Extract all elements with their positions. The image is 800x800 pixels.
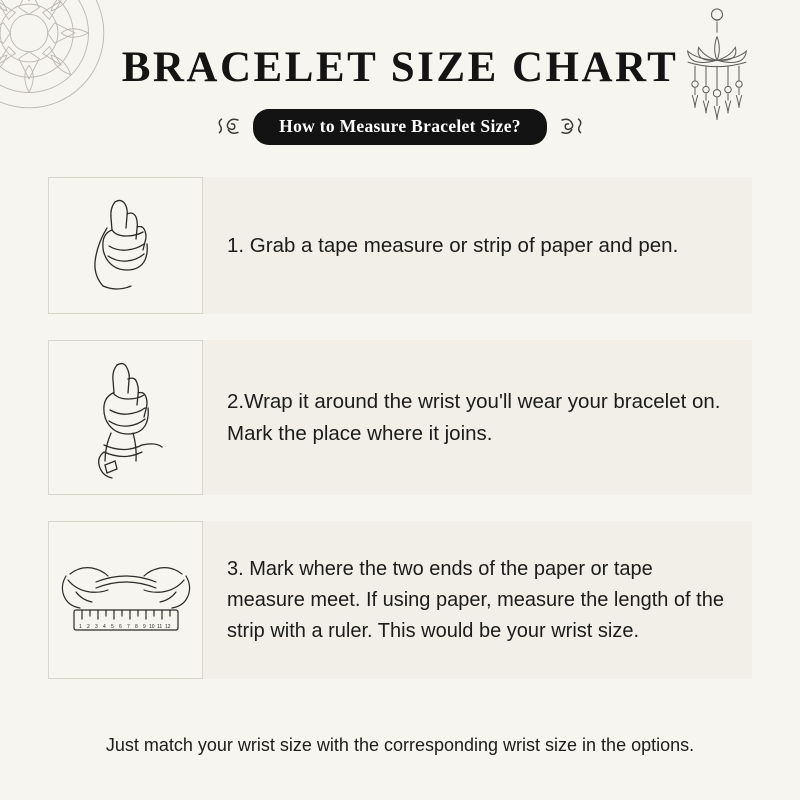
step-figure: [48, 340, 203, 495]
hand-wrist-wrap-icon: [71, 353, 181, 483]
subtitle-row: [0, 109, 800, 145]
step-figure: [48, 177, 203, 314]
svg-text:11: 11: [156, 624, 162, 630]
svg-text:9: 9: [142, 624, 146, 630]
svg-text:6: 6: [118, 624, 122, 630]
steps-list: [0, 177, 800, 679]
step-figure: [48, 521, 203, 679]
svg-text:4: 4: [102, 624, 106, 630]
svg-text:1: 1: [78, 624, 82, 630]
step-text: 1. Grab a tape measure or strip of paper and pen.: [227, 233, 679, 257]
footer-note: Just match your wrist size with the corresponding wrist size in the options.: [105, 735, 695, 755]
hands-ruler-measure-icon: [56, 540, 196, 660]
hand-fist-tape-icon: [71, 188, 181, 303]
subtitle-pill: How to Measure Bracelet Size?: [253, 109, 547, 145]
list-item: [48, 340, 752, 495]
ruler-tick-labels: [79, 624, 171, 630]
svg-text:3: 3: [94, 624, 98, 630]
step-text: 3. Mark where the two ends of the paper or tape measure meet. If using paper, measure the length of the strip with a ruler. This would be your wrist size.: [227, 557, 724, 642]
svg-text:5: 5: [110, 624, 114, 630]
svg-text:7: 7: [126, 624, 130, 630]
svg-text:12: 12: [164, 624, 171, 630]
flourish-right-icon: [557, 114, 587, 140]
page-header: [0, 0, 800, 145]
svg-text:2: 2: [86, 624, 90, 630]
list-item: [48, 177, 752, 314]
page-title: BRACELET SIZE CHART: [121, 44, 679, 91]
step-text: 2.Wrap it around the wrist you'll wear your bracelet on. Mark the place where it joins.: [227, 389, 721, 445]
flourish-left-icon: [213, 114, 243, 140]
svg-text:10: 10: [148, 624, 155, 630]
list-item: [48, 521, 752, 679]
svg-text:8: 8: [134, 624, 138, 630]
